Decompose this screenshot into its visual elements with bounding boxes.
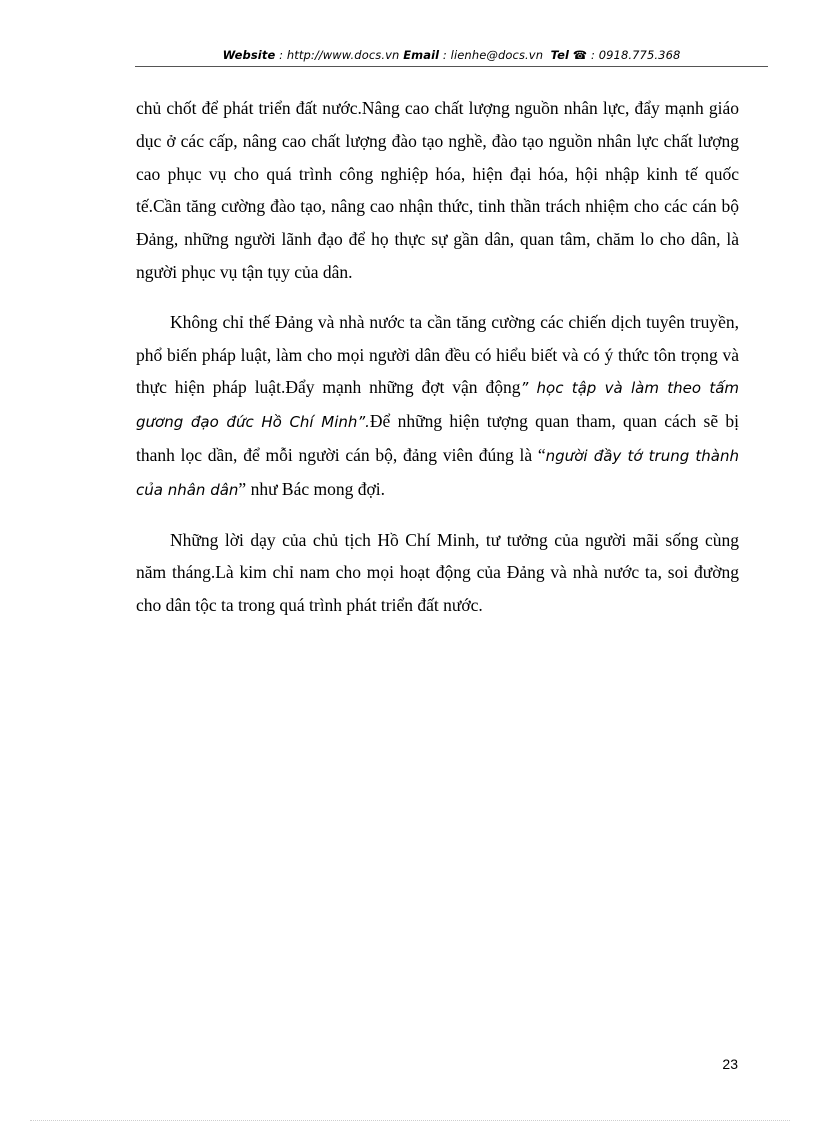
page-header xyxy=(135,48,768,64)
paragraph-2-italic-quote-1: ” học tập và làm theo tấm gương đạo đức Hồ Chí Minh”. xyxy=(136,379,739,432)
email-label: Email xyxy=(403,48,440,62)
page-number: 23 xyxy=(722,1056,738,1072)
paragraph-2-text-2: Để những hiện tượng quan tham, quan cách sẽ bị thanh lọc dần, để mỗi người cán bộ, đảng viên đúng là “ xyxy=(136,411,739,465)
tel-label: Tel xyxy=(550,48,570,62)
website-separator: : xyxy=(275,48,287,62)
tel-number: 0918.775.368 xyxy=(598,48,681,62)
website-url: http://www.docs.vn xyxy=(286,48,400,62)
phone-icon: ☎ xyxy=(572,48,588,62)
header-divider xyxy=(135,66,768,67)
website-label: Website xyxy=(222,48,276,62)
paragraph-2-text-3: ” như Bác mong đợi. xyxy=(238,478,385,499)
paragraph-3: Những lời dạy của chủ tịch Hồ Chí Minh, tư tưởng của người mãi sống cùng năm tháng.Là kim chỉ nam cho mọi hoạt động của Đảng và nhà nước ta, soi đường cho dân tộc ta trong quá trình phát triển đất nước. xyxy=(136,529,739,616)
email-separator: : xyxy=(439,48,451,62)
document-body xyxy=(136,92,739,639)
tel-separator: : xyxy=(587,48,599,62)
email-address: lienhe@docs.vn xyxy=(450,48,544,62)
paragraph-2-text-1: Không chỉ thế Đảng và nhà nước ta cần tăng cường các chiến dịch tuyên truyền, phổ biến pháp luật, làm cho mọi người dân đều có hiểu biết và có ý thức tôn trọng và thực hiện pháp luật.Đẩy mạnh những đợt vận động xyxy=(136,311,739,398)
paragraph-2-italic-quote-2: người đầy tớ trung thành của nhân dân xyxy=(136,446,740,499)
paragraph-1: chủ chốt để phát triển đất nước.Nâng cao chất lượng nguồn nhân lực, đẩy mạnh giáo dục ở các cấp, nâng cao chất lượng đào tạo nghề, đào tạo nguồn nhân lực chất lượng cao phục vụ cho quá trình công nghiệp hóa, hiện đại hóa, hội nhập kinh tế quốc tế.Cần tăng cường đào tạo, nâng cao nhận thức, tinh thần trách nhiệm cho các cán bộ Đảng, những người lãnh đạo để họ thực sự gần dân, quan tâm, chăm lo cho dân, là người phục vụ tận tụy của dân. xyxy=(136,98,739,282)
footer-divider xyxy=(30,1120,790,1121)
paragraph-2 xyxy=(136,306,739,507)
